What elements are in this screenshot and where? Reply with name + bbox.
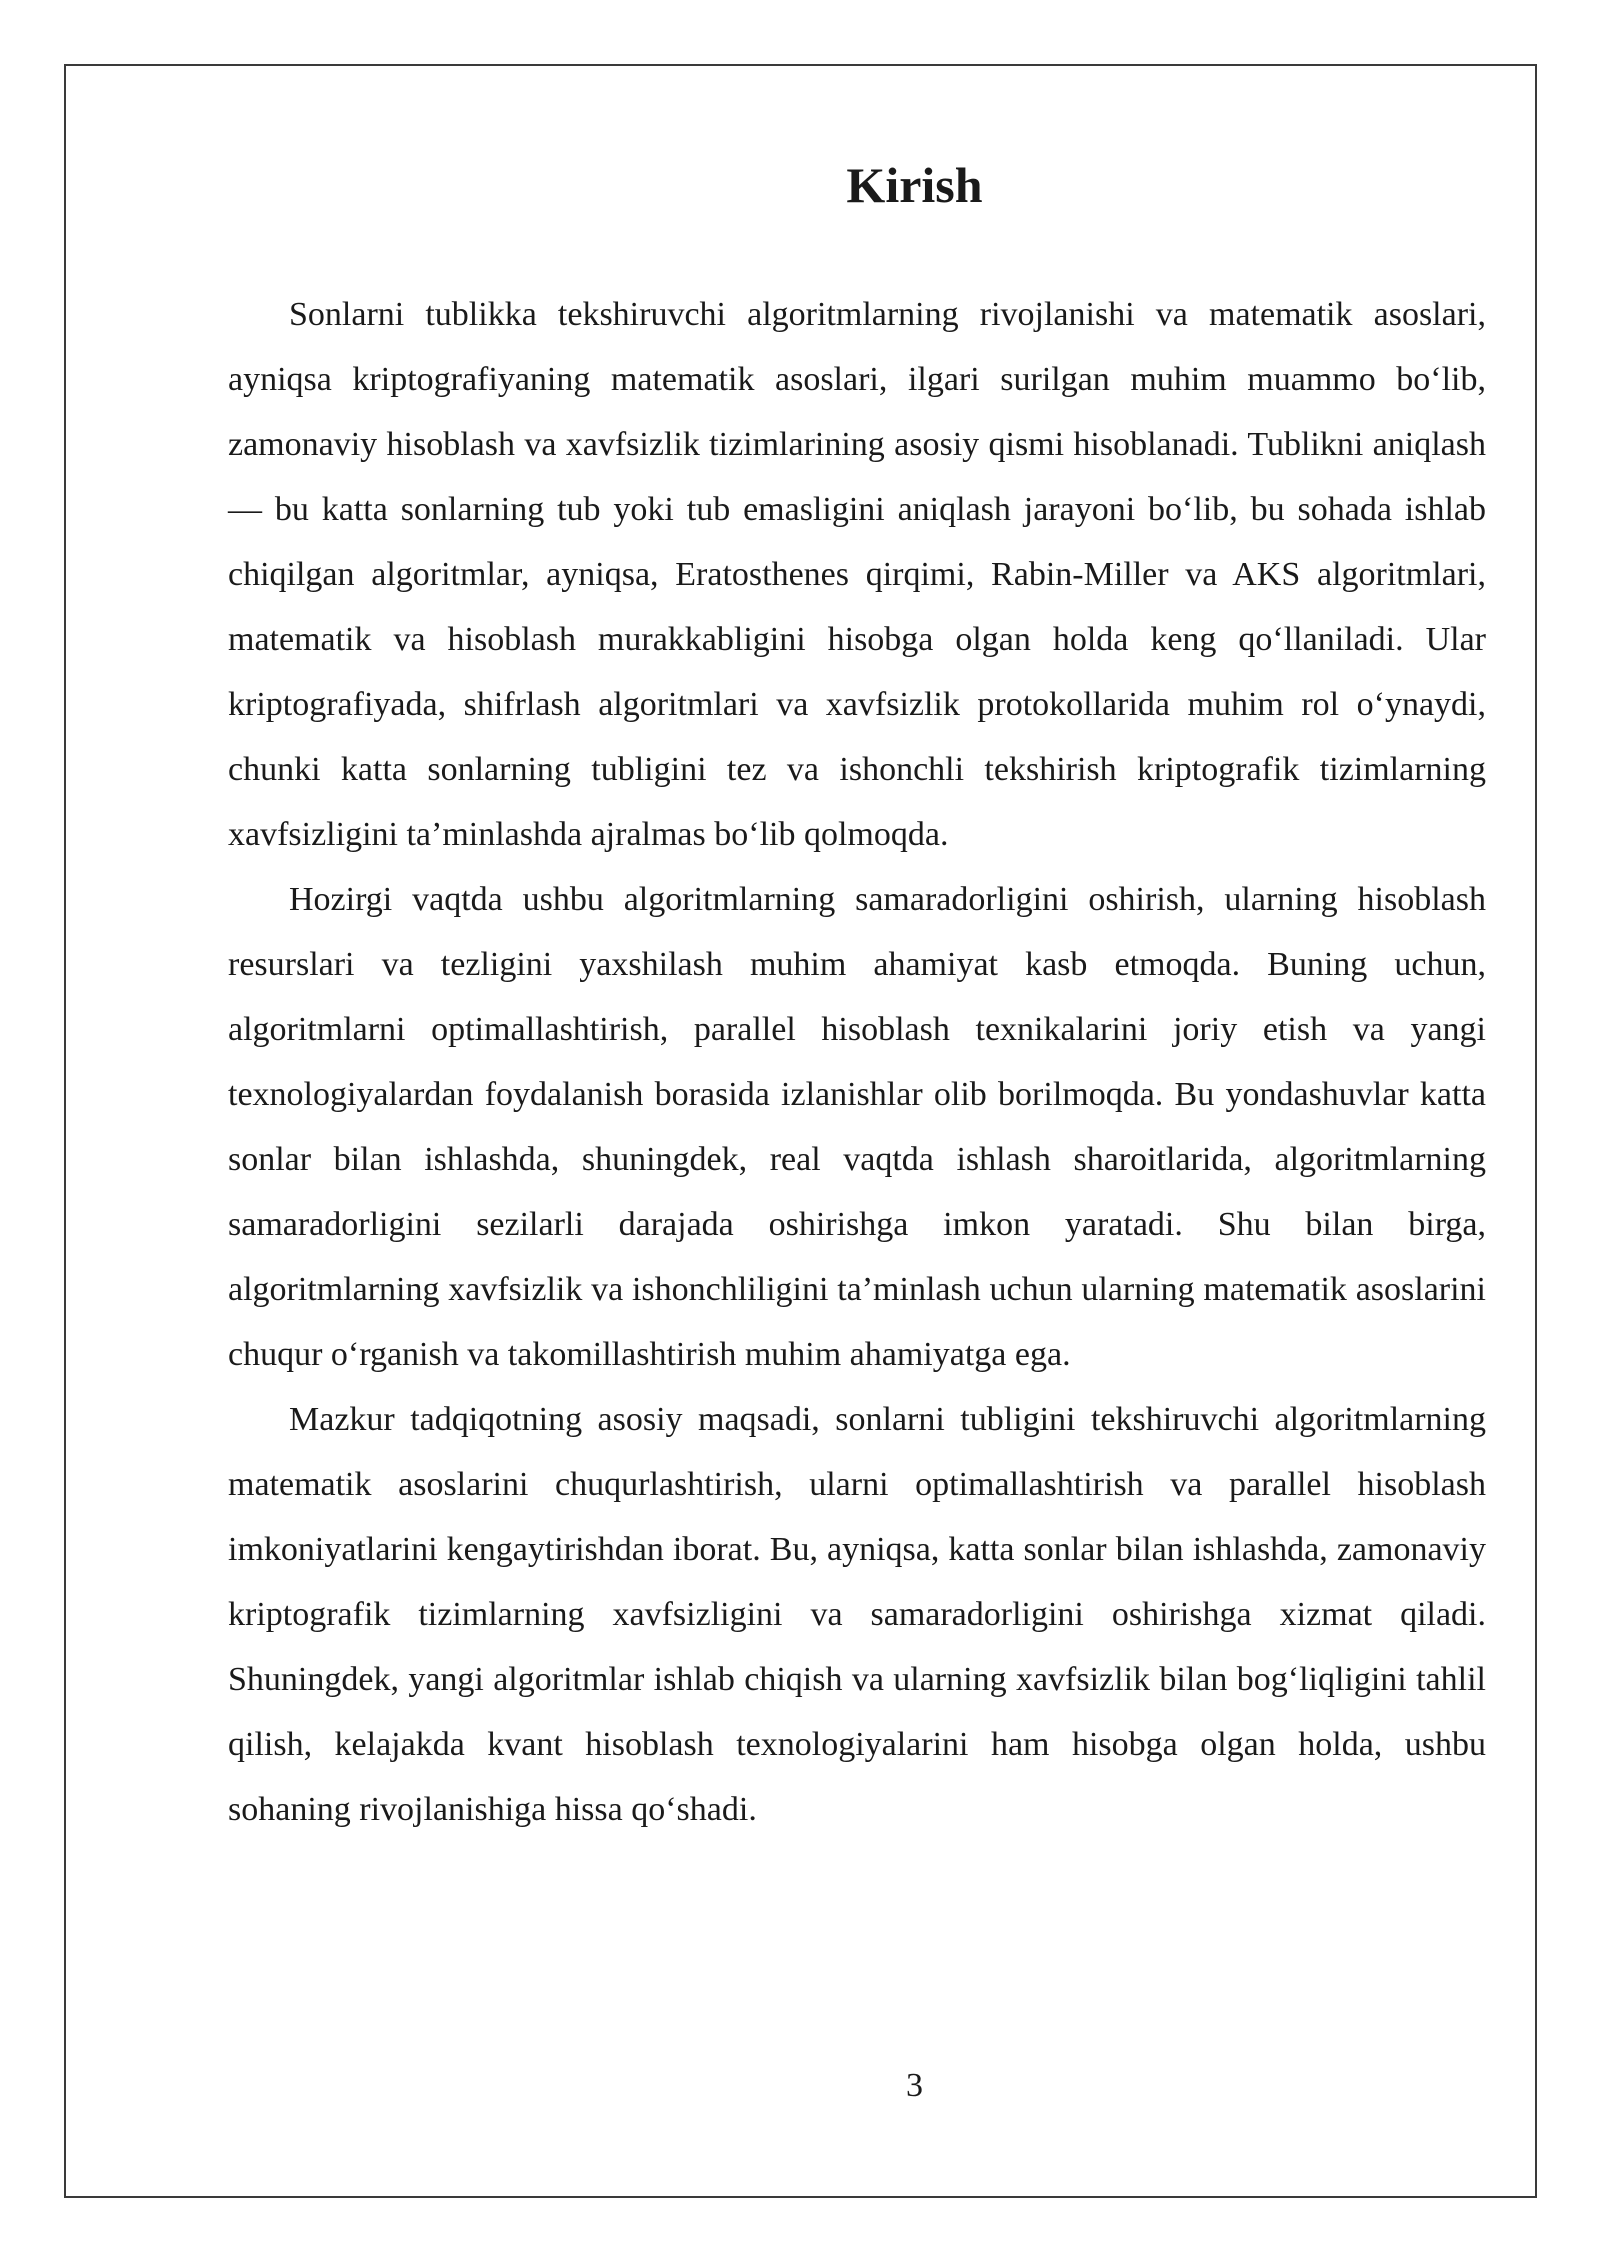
- page-number: 3: [906, 2067, 923, 2104]
- paragraph-2: Hozirgi vaqtda ushbu algoritmlarning samaradorligini oshirish, ularning hisoblash resurslari va tezligini yaxshilash muhim ahamiyat kasb etmoqda. Buning uchun, algoritmlarni optimallashtirish, parallel hisoblash texnikalarini joriy etish va yangi texnologiyalardan foydalanish borasida izlanishlar olib borilmoqda. Bu yondashuvlar katta sonlar bilan ishlashda, shuningdek, real vaqtda ishlash sharoitlarida, algoritmlarning samaradorligini sezilarli darajada oshirishga imkon yaratadi. Shu bilan birga, algoritmlarning xavfsizlik va ishonchliligini ta’minlash uchun ularning matematik asoslarini chuqur o‘rganish va takomillashtirish muhim ahamiyatga ega.: [228, 881, 1486, 1373]
- page-content: [228, 150, 1486, 1842]
- paragraph-3: Mazkur tadqiqotning asosiy maqsadi, sonlarni tubligini tekshiruvchi algoritmlarning matematik asoslarini chuqurlashtirish, ularni optimallashtirish va parallel hisoblash imkoniyatlarini kengaytirishdan iborat. Bu, ayniqsa, katta sonlar bilan ishlashda, zamonaviy kriptografik tizimlarning xavfsizligini va samaradorligini oshirishga xizmat qiladi. Shuningdek, yangi algoritmlar ishlab chiqish va ularning xavfsizlik bilan bog‘liqligini tahlil qilish, kelajakda kvant hisoblash texnologiyalarini ham hisobga olgan holda, ushbu sohaning rivojlanishiga hissa qo‘shadi.: [228, 1401, 1486, 1828]
- paragraph-1: Sonlarni tublikka tekshiruvchi algoritmlarning rivojlanishi va matematik asoslari, ayniqsa kriptografiyaning matematik asoslari, ilgari surilgan muhim muammo bo‘lib, zamonaviy hisoblash va xavfsizlik tizimlarining asosiy qismi hisoblanadi. Tublikni aniqlash — bu katta sonlarning tub yoki tub emasligini aniqlash jarayoni bo‘lib, bu sohada ishlab chiqilgan algoritmlar, ayniqsa, Eratosthenes qirqimi, Rabin-Miller va AKS algoritmlari, matematik va hisoblash murakkabligini hisobga olgan holda keng qo‘llaniladi. Ular kriptografiyada, shifrlash algoritmlari va xavfsizlik protokollarida muhim rol o‘ynaydi, chunki katta sonlarning tubligini tez va ishonchli tekshirish kriptografik tizimlarning xavfsizligini ta’minlashda ajralmas bo‘lib qolmoqda.: [228, 296, 1486, 853]
- page-title: Kirish: [846, 157, 983, 213]
